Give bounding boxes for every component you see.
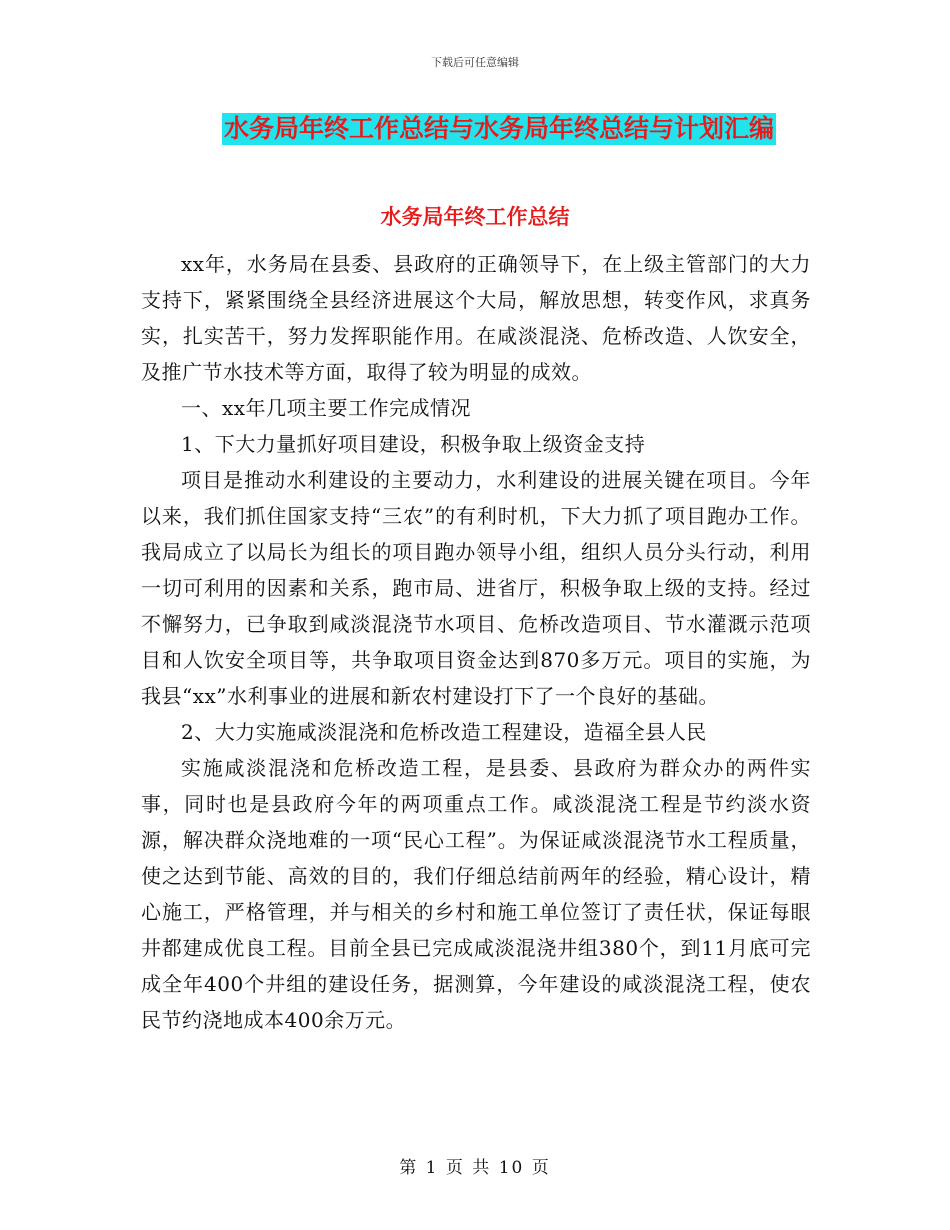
paragraph-project-building: 项目是推动水利建设的主要动力，水利建设的进展关键在项目。今年以来，我们抓住国家支持“三农”的有利时机，下大力抓了项目跑办工作。我局成立了以局长为组长的项目跑办领导小组，组织人员分头行动，利用一切可利用的因素和关系，跑市局、进省厅，积极争取上级的支持。经过不懈努力，已争取到咸淡混浇节水项目、危桥改造项目、节水灌溉示范项目和人饮安全项目等，共争取项目资金达到870多万元。项目的实施，为我县“xx”水利事业的进展和新农村建设打下了一个良好的基础。 [141, 468, 811, 708]
heading-part-one: 一、xx年几项主要工作完成情况 [181, 396, 472, 420]
section-title: 水务局年终工作总结 [380, 205, 570, 229]
subheading-1: 1、下大力量抓好项目建设，积极争取上级资金支持 [181, 432, 646, 456]
document-body [141, 246, 811, 1038]
document-title: 水务局年终工作总结与水务局年终总结与计划汇编 [223, 114, 774, 143]
document-title-block [0, 113, 950, 145]
paragraph-irrigation-bridges: 实施咸淡混浇和危桥改造工程，是县委、县政府为群众办的两件实事，同时也是县政府今年的两项重点工作。咸淡混浇工程是节约淡水资源，解决群众浇地难的一项“民心工程”。为保证咸淡混浇节水工程质量，使之达到节能、高效的目的，我们仔细总结前两年的经验，精心设计，精心施工，严格管理，并与相关的乡村和施工单位签订了责任状，保证每眼井都建成优良工程。目前全县已完成咸淡混浇井组380个，到11月底可完成全年400个井组的建设任务，据测算，今年建设的咸淡混浇工程，使农民节约浇地成本400余万元。 [141, 756, 811, 1032]
paragraph-intro: xx年，水务局在县委、县政府的正确领导下，在上级主管部门的大力支持下，紧紧围绕全县经济进展这个大局，解放思想，转变作风，求真务实，扎实苦干，努力发挥职能作用。在咸淡混浇、危桥改造、人饮安全，及推广节水技术等方面，取得了较为明显的成效。 [141, 252, 811, 384]
page-footer: 第 1 页 共 10 页 [399, 1158, 551, 1178]
subheading-2: 2、大力实施咸淡混浇和危桥改造工程建设，造福全县人民 [181, 720, 707, 744]
header-note: 下载后可任意编辑 [431, 56, 519, 69]
